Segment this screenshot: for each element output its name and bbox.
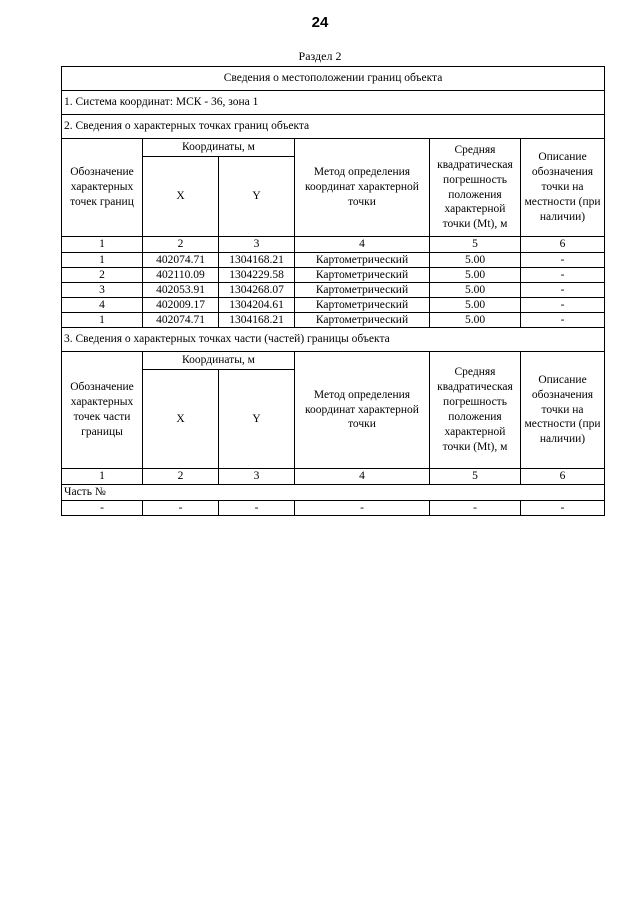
table-row bbox=[62, 253, 605, 268]
header-y: Y bbox=[219, 370, 295, 469]
table-cell: 402074.71 bbox=[143, 253, 219, 268]
table-cell: - bbox=[143, 501, 219, 516]
column-number: 5 bbox=[430, 469, 521, 485]
column-numbers-row bbox=[62, 237, 605, 253]
header-y: Y bbox=[219, 157, 295, 237]
table-row bbox=[62, 268, 605, 283]
column-number: 4 bbox=[295, 469, 430, 485]
table-cell: 1304268.07 bbox=[219, 283, 295, 298]
column-number: 6 bbox=[521, 469, 605, 485]
table-row bbox=[62, 298, 605, 313]
column-number: 1 bbox=[62, 469, 143, 485]
column-number: 3 bbox=[219, 469, 295, 485]
table-cell: - bbox=[521, 298, 605, 313]
table-cell: Картометрический bbox=[295, 283, 430, 298]
table-cell: Картометрический bbox=[295, 253, 430, 268]
table-cell: 5.00 bbox=[430, 283, 521, 298]
column-number: 5 bbox=[430, 237, 521, 253]
section-label: Раздел 2 bbox=[298, 49, 342, 63]
table-cell: 5.00 bbox=[430, 313, 521, 328]
page-number: 24 bbox=[311, 14, 329, 31]
table-cell: - bbox=[295, 501, 430, 516]
table-row bbox=[62, 313, 605, 328]
table-cell: 5.00 bbox=[430, 298, 521, 313]
header-method: Метод определения координат характерной точки bbox=[295, 139, 430, 237]
table-cell: 1304204.61 bbox=[219, 298, 295, 313]
table-cell: - bbox=[521, 253, 605, 268]
table-cell: - bbox=[521, 313, 605, 328]
table-cell: - bbox=[521, 501, 605, 516]
table-cell: 5.00 bbox=[430, 268, 521, 283]
column-number: 2 bbox=[143, 237, 219, 253]
header-error: Средняя квадратическая погрешность положения характерной точки (Mt), м bbox=[430, 352, 521, 469]
table-cell: - bbox=[62, 501, 143, 516]
header-x: X bbox=[143, 157, 219, 237]
table-cell: 4 bbox=[62, 298, 143, 313]
table-cell: Картометрический bbox=[295, 298, 430, 313]
header-description: Описание обозначения точки на местности (при наличии) bbox=[521, 352, 605, 469]
table-cell: Картометрический bbox=[295, 268, 430, 283]
header-description: Описание обозначения точки на местности (при наличии) bbox=[521, 139, 605, 237]
header-coordinates: Координаты, м bbox=[143, 139, 295, 157]
column-number: 2 bbox=[143, 469, 219, 485]
section2-heading: 3. Сведения о характерных точках части (частей) границы объекта bbox=[62, 328, 605, 352]
table-cell: Картометрический bbox=[295, 313, 430, 328]
header-method: Метод определения координат характерной точки bbox=[295, 352, 430, 469]
table-title: Сведения о местоположении границ объекта bbox=[62, 67, 605, 91]
table-cell: 1 bbox=[62, 253, 143, 268]
table-cell: 1304168.21 bbox=[219, 313, 295, 328]
table-cell: 5.00 bbox=[430, 253, 521, 268]
table-cell: - bbox=[430, 501, 521, 516]
column-numbers-row bbox=[62, 469, 605, 485]
table-cell: 1304168.21 bbox=[219, 253, 295, 268]
table-cell: 2 bbox=[62, 268, 143, 283]
table-cell: - bbox=[521, 268, 605, 283]
table-cell: 3 bbox=[62, 283, 143, 298]
column-number: 1 bbox=[62, 237, 143, 253]
table-cell: - bbox=[521, 283, 605, 298]
boundary-table bbox=[61, 66, 605, 516]
table-cell: 1 bbox=[62, 313, 143, 328]
table-cell: 402110.09 bbox=[143, 268, 219, 283]
header-error: Средняя квадратическая погрешность положения характерной точки (Mt), м bbox=[430, 139, 521, 237]
table-cell: 402009.17 bbox=[143, 298, 219, 313]
table-cell: - bbox=[219, 501, 295, 516]
table-row bbox=[62, 501, 605, 516]
column-number: 6 bbox=[521, 237, 605, 253]
header-coordinates: Координаты, м bbox=[143, 352, 295, 370]
section1-heading: 2. Сведения о характерных точках границ объекта bbox=[62, 115, 605, 139]
table-row bbox=[62, 283, 605, 298]
column-number: 3 bbox=[219, 237, 295, 253]
table-cell: 1304229.58 bbox=[219, 268, 295, 283]
header-point-label: Обозначение характерных точек границ bbox=[62, 139, 143, 237]
header-x: X bbox=[143, 370, 219, 469]
part-label: Часть № bbox=[62, 485, 605, 501]
column-number: 4 bbox=[295, 237, 430, 253]
table-cell: 402053.91 bbox=[143, 283, 219, 298]
header-point-label: Обозначение характерных точек части границы bbox=[62, 352, 143, 469]
coordinate-system: 1. Система координат: МСК - 36, зона 1 bbox=[62, 91, 605, 115]
table-cell: 402074.71 bbox=[143, 313, 219, 328]
